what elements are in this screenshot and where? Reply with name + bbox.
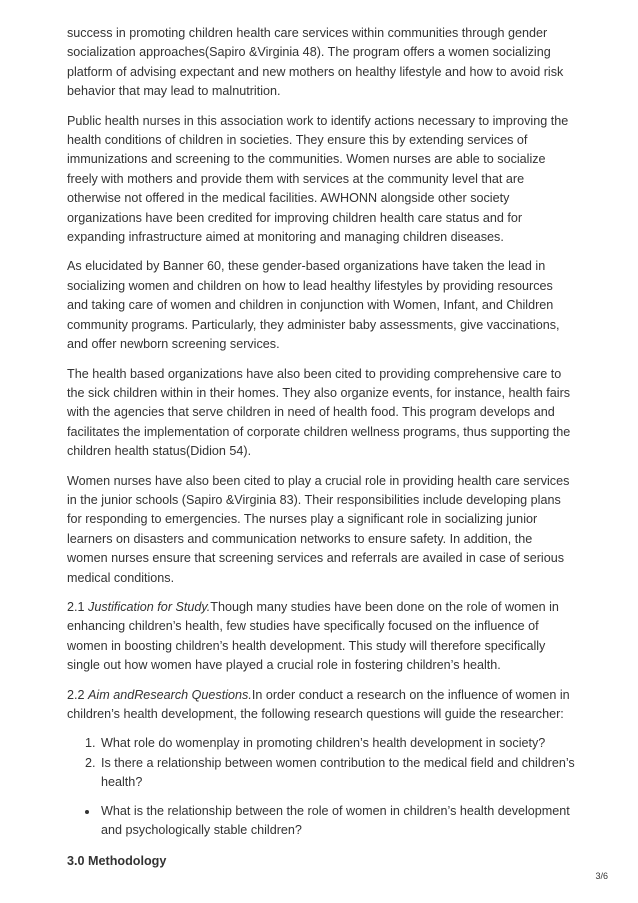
list-item: • What is the relationship between the role of women in children’s health development and psychologically stable children? (99, 802, 575, 841)
aim-paragraph (67, 686, 575, 725)
methodology-heading: 3.0 Methodology (67, 854, 167, 869)
list-item: 1. What role do womenplay in promoting children’s health development in society? (99, 734, 575, 753)
bullet-questions-list (67, 802, 575, 841)
research-questions-list (67, 734, 575, 792)
section-text: Though many studies have been done on the role of women in enhancing children’s health, few studies have specifically focused on the influence of women in boosting children’s health development. This study will therefore specifically single out how women have played a crucial role in fostering children’s health. (67, 599, 559, 673)
section-title: Aim andResearch Questions. (88, 687, 252, 702)
body-paragraph: Public health nurses in this association work to identify actions necessary to improving the health conditions of children in societies. They ensure this by extending services of immunizations and screening to the communities. Women nurses are able to socialize freely with mothers and provide them with services at the community level that are otherwise not offered in the medical facilities. AWHONN alongside other society organizations have been credited for improving children health care status and for expanding infrastructure aimed at monitoring and managing children diseases. (67, 113, 569, 245)
section-number: 2.2 (67, 687, 89, 702)
body-paragraph: Women nurses have also been cited to play a crucial role in providing health care services in the junior schools (Sapiro &Virginia 83). Their responsibilities include developing plans for responding to emergencies. The nurses play a significant role in socializing junior learners on disasters and communication networks to ensure safety. In addition, the women nurses ensure that screening services and referrals are availed in case of serious medical conditions. (67, 473, 570, 585)
section-title: Justification for Study. (88, 599, 211, 614)
body-paragraph: As elucidated by Banner 60, these gender-based organizations have taken the lead in socializing women and children on how to lead healthy lifestyles by providing resources and taking care of women and children in conjunction with Women, Infant, and Children community programs. Particularly, they administer baby assessments, give vaccinations, and offer newborn screening services. (67, 259, 560, 352)
section-number: 2.1 (67, 599, 89, 614)
body-paragraph: success in promoting children health care services within communities through gender socialization approaches(Sapiro &Virginia 48). The program offers a women socializing platform of advising expectant and new mothers on healthy lifestyle and how to avoid risk behavior that may lead to malnutrition. (67, 26, 564, 99)
body-paragraph: The health based organizations have also been cited to providing comprehensive care to the sick children within in their homes. They also organize events, for instance, health fairs with the agencies that serve children in need of health food. This program develops and facilitates the implementation of corporate children wellness programs, thus supporting the children health status(Didion 54). (67, 366, 571, 459)
document-page (67, 24, 575, 872)
justification-paragraph (67, 598, 575, 676)
page-number: 3/6 (595, 871, 608, 881)
list-item: 2. Is there a relationship between women contribution to the medical field and children’s health? (99, 754, 575, 793)
section-text: In order conduct a research on the influence of women in children’s health development, the following research questions will guide the researcher: (67, 687, 570, 721)
